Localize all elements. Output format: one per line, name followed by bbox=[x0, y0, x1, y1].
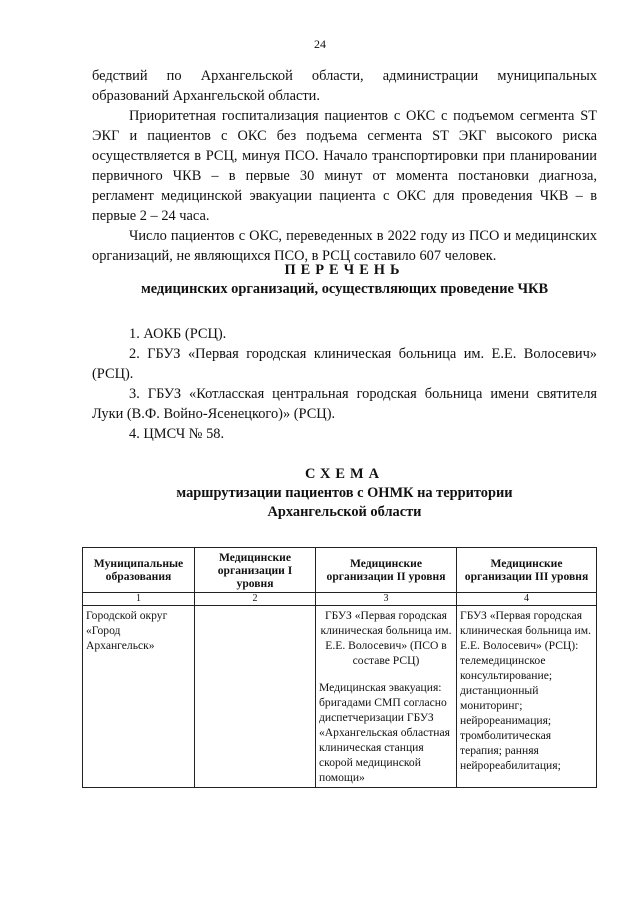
level-2-evacuation: Медицинская эвакуация: бригадами СМП согласно диспетчеризации ГБУЗ «Архангельская областная клиническая станция скорой медицинской помощи» bbox=[319, 681, 450, 784]
table-header-row bbox=[83, 548, 597, 593]
scheme-subtitle-line-2: Архангельской области bbox=[267, 504, 422, 520]
header-level-2: Медицинские организации II уровня bbox=[316, 548, 457, 593]
intro-text bbox=[92, 66, 597, 266]
column-number-row bbox=[83, 593, 597, 606]
cell-municipality: Городской округ «Город Архангельск» bbox=[83, 606, 195, 788]
scheme-heading bbox=[92, 465, 597, 522]
page-number: 24 bbox=[314, 37, 326, 51]
header-municipalities: Муниципальные образования bbox=[83, 548, 195, 593]
intro-paragraph-1: бедствий по Архангельской области, администрации муниципальных образований Архангельской области. bbox=[92, 68, 597, 104]
column-number: 1 bbox=[83, 593, 195, 606]
list-subtitle: медицинских организаций, осуществляющих проведение ЧКВ bbox=[140, 281, 549, 297]
list-title: ПЕРЕЧЕНЬ bbox=[284, 262, 405, 278]
scheme-subtitle-line-1: маршрутизации пациентов с ОНМК на территории bbox=[176, 485, 513, 501]
cell-level-2 bbox=[316, 606, 457, 788]
cell-level-3: ГБУЗ «Первая городская клиническая больница им. Е.Е. Волосевич» (РСЦ): телемедицинское консультирование; дистанционный мониторинг; нейрореанимация; тромболитическая терапия; ранняя нейрореабилитация; bbox=[457, 606, 597, 788]
column-number: 2 bbox=[195, 593, 316, 606]
list-item: 2. ГБУЗ «Первая городская клиническая больница им. Е.Е. Волосевич» (РСЦ). bbox=[92, 346, 597, 382]
cell-level-1 bbox=[195, 606, 316, 788]
intro-paragraph-2: Приоритетная госпитализация пациентов с ОКС с подъемом сегмента ST ЭКГ и пациентов с ОКС без подъема сегмента ST ЭКГ высокого риска осуществляется в РСЦ, минуя ПСО. Начало транспортировки при планировании первичного ЧКВ – в первые 30 минут от момента постановки диагноза, регламент медицинской эвакуации пациента с ОКС для проведения ЧКВ – в первые 2 – 24 часа. bbox=[92, 108, 597, 224]
list-item: 4. ЦМСЧ № 58. bbox=[129, 426, 225, 442]
header-level-3: Медицинские организации III уровня bbox=[457, 548, 597, 593]
scheme-title: СХЕМА bbox=[305, 466, 384, 482]
list-item: 3. ГБУЗ «Котласская центральная городская больница имени святителя Луки (В.Ф. Войно-Ясенецкого)» (РСЦ). bbox=[92, 386, 597, 422]
table-row bbox=[83, 606, 597, 788]
routing-table bbox=[82, 547, 597, 788]
level-2-organization: ГБУЗ «Первая городская клиническая больница им. Е.Е. Волосевич» (ПСО в составе РСЦ) bbox=[320, 609, 452, 667]
column-number: 4 bbox=[457, 593, 597, 606]
intro-paragraph-3: Число пациентов с ОКС, переведенных в 2022 году из ПСО и медицинских организаций, не являющихся ПСО, в РСЦ составило 607 человек. bbox=[92, 228, 597, 264]
list-item: 1. АОКБ (РСЦ). bbox=[129, 326, 227, 342]
header-level-1: Медицинские организации I уровня bbox=[195, 548, 316, 593]
list-heading bbox=[92, 261, 597, 299]
column-number: 3 bbox=[316, 593, 457, 606]
organization-list bbox=[92, 324, 597, 444]
